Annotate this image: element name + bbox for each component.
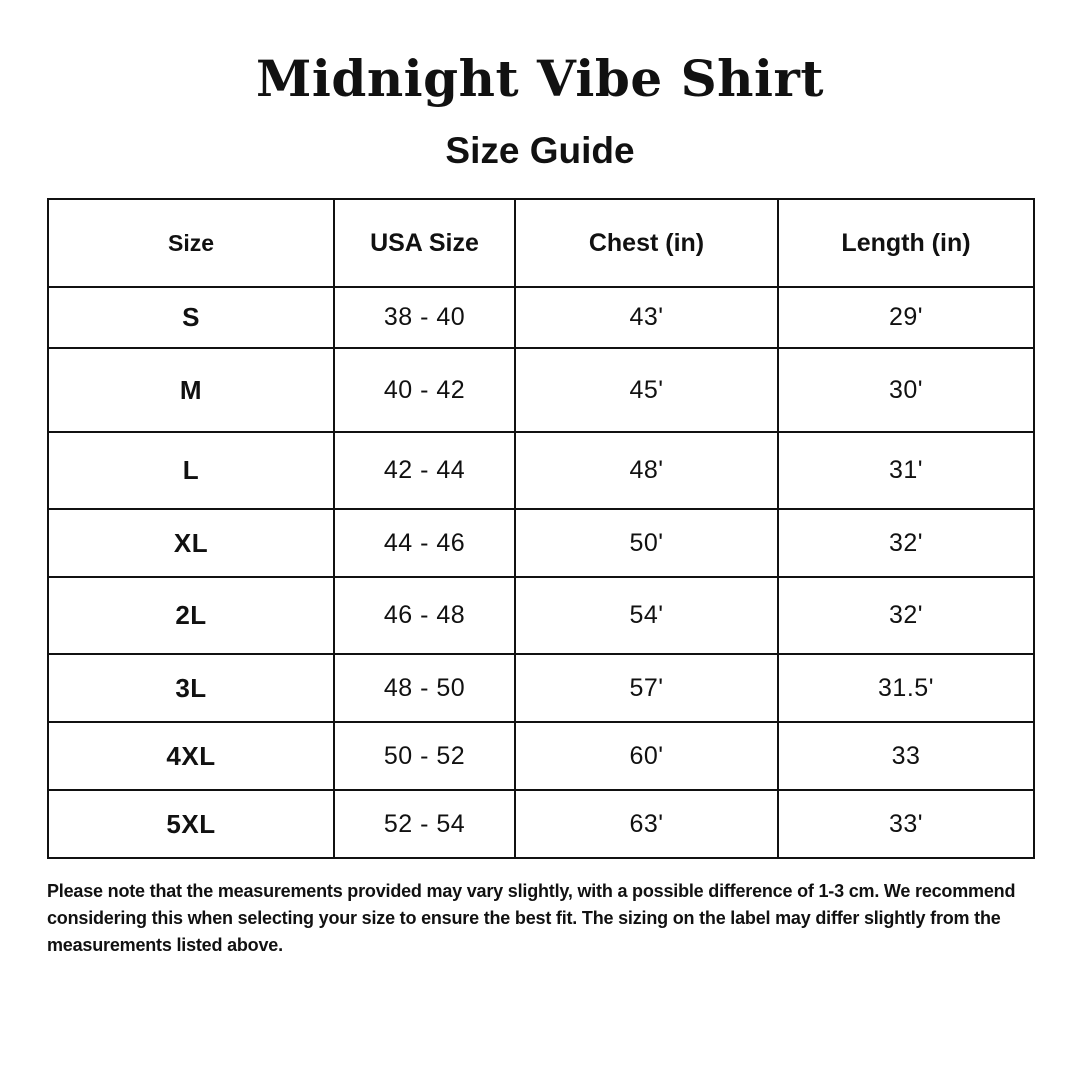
table-row (48, 654, 1034, 722)
length-cell: 31' (778, 432, 1034, 509)
length-cell: 33' (778, 790, 1034, 858)
size-cell: 4XL (48, 722, 334, 790)
page-title: Midnight Vibe Shirt (256, 49, 824, 108)
length-cell: 29' (778, 287, 1034, 348)
chest-cell: 45' (515, 348, 778, 432)
measurement-note: Please note that the measurements provided may vary slightly, with a possible difference of 1-3 cm. We recommend considering this when selecting your size to ensure the best fit. The sizing on the label may differ slightly from the measurements listed above. (47, 881, 1016, 955)
usa-size-cell: 42 - 44 (334, 432, 515, 509)
length-cell: 33 (778, 722, 1034, 790)
table-header-row (48, 199, 1034, 287)
size-cell: 2L (48, 577, 334, 654)
usa-size-cell: 50 - 52 (334, 722, 515, 790)
page-subtitle: Size Guide (445, 130, 635, 171)
usa-size-cell: 38 - 40 (334, 287, 515, 348)
table-row (48, 722, 1034, 790)
header-usa-size: USA Size (334, 199, 515, 287)
usa-size-cell: 52 - 54 (334, 790, 515, 858)
size-cell: 3L (48, 654, 334, 722)
length-cell: 31.5' (778, 654, 1034, 722)
size-table (47, 198, 1035, 859)
size-cell: 5XL (48, 790, 334, 858)
header-length: Length (in) (778, 199, 1034, 287)
size-cell: XL (48, 509, 334, 577)
usa-size-cell: 46 - 48 (334, 577, 515, 654)
table-row (48, 287, 1034, 348)
table-row (48, 790, 1034, 858)
size-cell: S (48, 287, 334, 348)
chest-cell: 57' (515, 654, 778, 722)
usa-size-cell: 40 - 42 (334, 348, 515, 432)
chest-cell: 48' (515, 432, 778, 509)
size-cell: M (48, 348, 334, 432)
size-cell: L (48, 432, 334, 509)
chest-cell: 43' (515, 287, 778, 348)
table-row (48, 348, 1034, 432)
length-cell: 32' (778, 577, 1034, 654)
length-cell: 32' (778, 509, 1034, 577)
header-size: Size (48, 199, 334, 287)
table-row (48, 509, 1034, 577)
usa-size-cell: 48 - 50 (334, 654, 515, 722)
chest-cell: 50' (515, 509, 778, 577)
table-row (48, 432, 1034, 509)
chest-cell: 60' (515, 722, 778, 790)
header-chest: Chest (in) (515, 199, 778, 287)
usa-size-cell: 44 - 46 (334, 509, 515, 577)
chest-cell: 63' (515, 790, 778, 858)
length-cell: 30' (778, 348, 1034, 432)
table-row (48, 577, 1034, 654)
chest-cell: 54' (515, 577, 778, 654)
